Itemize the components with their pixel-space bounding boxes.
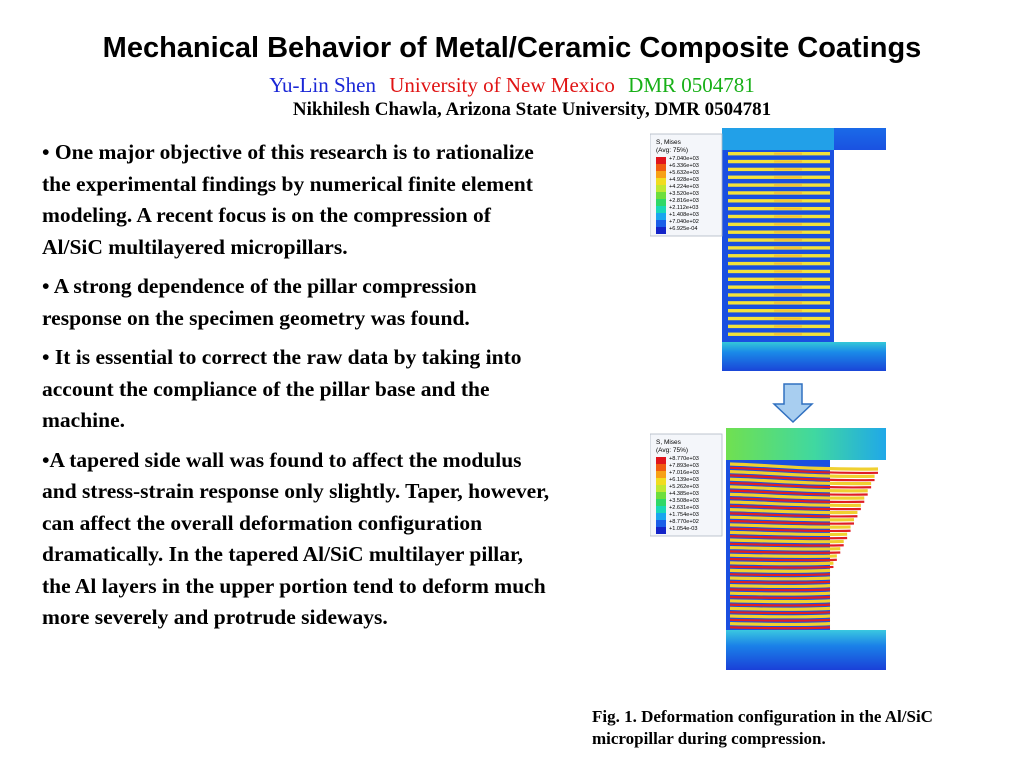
fem-figure bbox=[650, 128, 886, 673]
sic-layer-hotspot bbox=[774, 317, 802, 319]
legend-value: +6.925e-04 bbox=[669, 226, 698, 232]
legend-swatch bbox=[656, 471, 666, 478]
sic-layer bbox=[730, 563, 833, 564]
al-layer bbox=[730, 620, 830, 621]
legend-swatch bbox=[656, 499, 666, 506]
legend-swatch bbox=[656, 506, 666, 513]
grant-number: DMR 0504781 bbox=[628, 73, 755, 97]
legend-swatch bbox=[656, 492, 666, 499]
legend-value: +8.770e+02 bbox=[669, 519, 699, 525]
legend-value: +8.770e+03 bbox=[669, 456, 699, 462]
legend-value: +2.112e+03 bbox=[669, 205, 699, 211]
sic-layer-hotspot bbox=[774, 263, 802, 265]
bullet-item: •A tapered side wall was found to affect the modulus and stress-strain response only slightly. Taper, however, can affect the overall deformation configuration dramatically. In the tapered Al/SiC multilayer pillar, the Al layers in the upper portion tend to deform much more severely and protrude sideways. bbox=[42, 447, 550, 629]
sic-layer bbox=[730, 601, 830, 602]
legend-value: +1.054e-03 bbox=[669, 526, 698, 532]
sic-layer bbox=[730, 540, 844, 542]
legend-value: +6.139e+03 bbox=[669, 477, 699, 483]
bullet-item: • A strong dependence of the pillar compression response on the specimen geometry was found. bbox=[42, 274, 477, 330]
legend-swatch bbox=[656, 227, 666, 234]
legend-swatch bbox=[656, 185, 666, 192]
legend-swatch bbox=[656, 520, 666, 527]
sic-layer-hotspot bbox=[774, 333, 802, 335]
sic-layer-hotspot bbox=[774, 270, 802, 272]
sic-layer bbox=[730, 616, 830, 617]
legend-swatch bbox=[656, 513, 666, 520]
legend-swatch bbox=[656, 213, 666, 220]
sic-layer-hotspot bbox=[774, 200, 802, 202]
legend-value: +4.385e+03 bbox=[669, 491, 699, 497]
sic-layer bbox=[730, 586, 830, 587]
legend-swatch bbox=[656, 478, 666, 485]
al-layer bbox=[730, 567, 833, 568]
legend-swatch bbox=[656, 164, 666, 171]
fem-model-initial bbox=[722, 128, 886, 371]
legend-swatch bbox=[656, 199, 666, 206]
legend-value: +4.928e+03 bbox=[669, 177, 699, 183]
bullet-item: • One major objective of this research is to rationalize the experimental findings by numerical finite element modeling. A recent focus is on the compression of Al/SiC multilayered micropillars. bbox=[42, 140, 534, 259]
al-layer bbox=[730, 612, 830, 613]
legend-value: +4.224e+03 bbox=[669, 184, 699, 190]
bullet-list bbox=[42, 137, 552, 642]
legend-value: +5.262e+03 bbox=[669, 484, 699, 490]
legend-title: S, Mises bbox=[656, 439, 681, 446]
sic-layer bbox=[730, 624, 830, 625]
sic-layer-hotspot bbox=[774, 192, 802, 194]
fem-model-deformed bbox=[726, 428, 886, 670]
sic-layer-hotspot bbox=[774, 294, 802, 296]
legend-value: +3.508e+03 bbox=[669, 498, 699, 504]
sic-layer-hotspot bbox=[774, 286, 802, 288]
al-layer bbox=[730, 582, 830, 583]
author-line bbox=[0, 72, 1024, 98]
legend-title: S, Mises bbox=[656, 139, 681, 146]
legend-value: +7.893e+03 bbox=[669, 463, 699, 469]
figure-caption: Fig. 1. Deformation configuration in the Al/SiC micropillar during compression. bbox=[592, 707, 933, 748]
legend-value: +1.408e+03 bbox=[669, 212, 699, 218]
sic-layer bbox=[730, 608, 830, 609]
sic-layer-hotspot bbox=[774, 184, 802, 186]
legend-value: +2.816e+03 bbox=[669, 198, 699, 204]
sic-layer-hotspot bbox=[774, 239, 802, 241]
sic-layer-hotspot bbox=[774, 160, 802, 162]
al-layer bbox=[730, 574, 830, 575]
legend-swatch bbox=[656, 192, 666, 199]
legend-title: (Avg: 75%) bbox=[656, 447, 689, 454]
sic-layer-hotspot bbox=[774, 215, 802, 217]
coauthor-line: Nikhilesh Chawla, Arizona State University, DMR 0504781 bbox=[292, 99, 772, 120]
legend-swatch bbox=[656, 206, 666, 213]
sic-layer-hotspot bbox=[774, 255, 802, 257]
legend-swatch bbox=[656, 178, 666, 185]
sic-layer-hotspot bbox=[774, 208, 802, 210]
legend-swatch bbox=[656, 157, 666, 164]
sic-layer bbox=[730, 593, 830, 594]
legend-swatch bbox=[656, 220, 666, 227]
al-layer bbox=[730, 589, 830, 590]
legend-title: (Avg: 75%) bbox=[656, 147, 689, 154]
sic-layer-hotspot bbox=[774, 231, 802, 233]
legend-value: +7.040e+02 bbox=[669, 219, 699, 225]
author-university: University of New Mexico bbox=[389, 73, 615, 97]
legend-value: +6.336e+03 bbox=[669, 163, 699, 169]
sic-layer-hotspot bbox=[774, 153, 802, 155]
page-title: Mechanical Behavior of Metal/Ceramic Composite Coatings bbox=[102, 32, 922, 64]
legend-value: +3.520e+03 bbox=[669, 191, 699, 197]
legend-swatch bbox=[656, 527, 666, 534]
sic-layer-hotspot bbox=[774, 247, 802, 249]
al-layer bbox=[730, 627, 830, 628]
legend-value: +7.016e+03 bbox=[669, 470, 699, 476]
author-name: Yu-Lin Shen bbox=[269, 73, 376, 97]
sic-layer bbox=[730, 548, 840, 549]
al-layer bbox=[730, 559, 837, 560]
sic-layer-hotspot bbox=[774, 223, 802, 225]
down-arrow-icon bbox=[774, 384, 812, 422]
legend-swatch bbox=[656, 457, 666, 464]
al-layer bbox=[730, 605, 830, 606]
sic-layer bbox=[730, 555, 837, 556]
legend-swatch bbox=[656, 171, 666, 178]
sic-layer-hotspot bbox=[774, 176, 802, 178]
legend-swatch bbox=[656, 464, 666, 471]
sic-layer-hotspot bbox=[774, 168, 802, 170]
sic-layer-hotspot bbox=[774, 310, 802, 312]
sic-layer bbox=[730, 570, 830, 571]
sic-layer-hotspot bbox=[774, 302, 802, 304]
al-layer bbox=[730, 597, 830, 598]
bullet-item: • It is essential to correct the raw data by taking into account the compliance of the pillar base and the machine. bbox=[42, 345, 522, 432]
stress-legend-initial bbox=[650, 134, 722, 236]
sic-layer-hotspot bbox=[774, 325, 802, 327]
legend-value: +2.631e+03 bbox=[669, 505, 699, 511]
legend-swatch bbox=[656, 485, 666, 492]
legend-value: +5.632e+03 bbox=[669, 170, 699, 176]
sic-layer bbox=[730, 578, 830, 579]
legend-value: +1.754e+03 bbox=[669, 512, 699, 518]
stress-legend-deformed bbox=[650, 434, 722, 536]
sic-layer-hotspot bbox=[774, 278, 802, 280]
legend-value: +7.040e+03 bbox=[669, 156, 699, 162]
